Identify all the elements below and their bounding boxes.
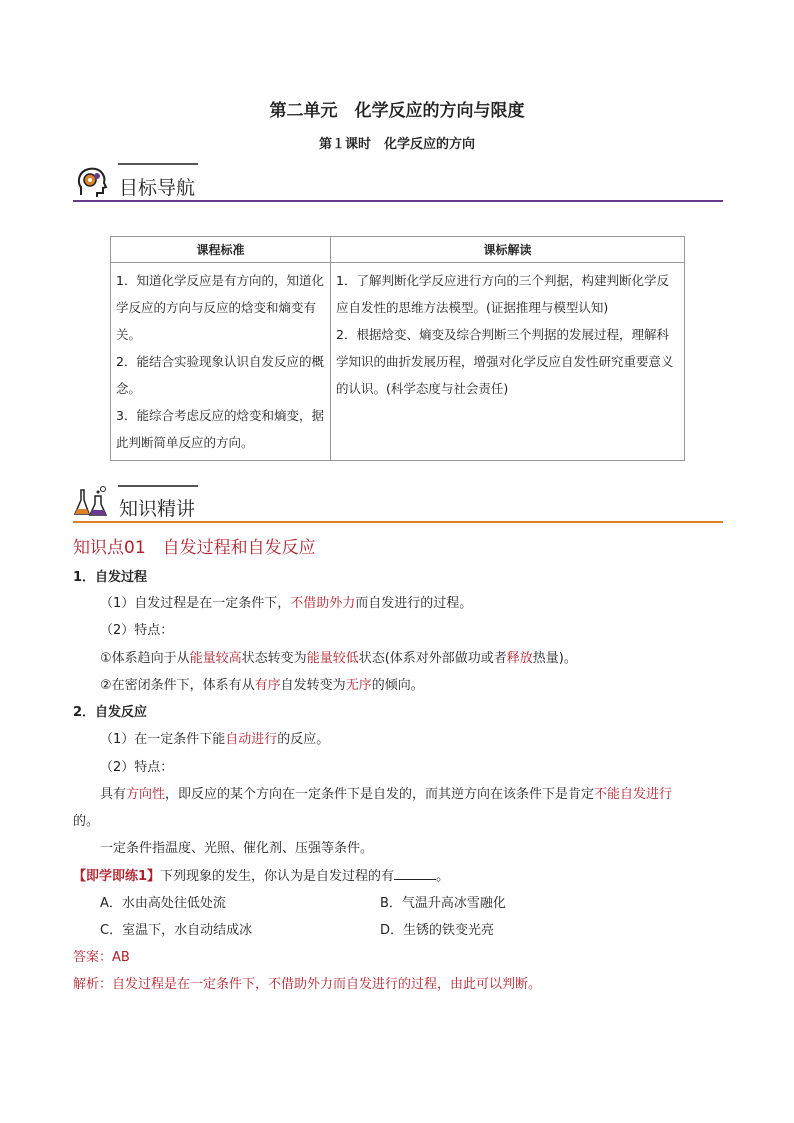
interpretation-item: 2．根据焓变、熵变及综合判断三个判据的发展过程，理解科学知识的曲折发展历程，增强对化学反应自发性研究重要意义的认识。(科学态度与社会责任)	[336, 327, 674, 396]
paragraph: ①体系趋向于从能量较高状态转变为能量较低状态(体系对外部做功或者释放热量)。	[100, 651, 577, 666]
paragraph: （2）特点：	[100, 760, 174, 775]
standard-item: 1．知道化学反应是有方向的，知道化学反应的方向与反应的焓变和熵变有关。	[116, 273, 324, 342]
answer-blank	[394, 867, 436, 880]
section-rule	[73, 521, 723, 523]
exercise-prompt: 【即学即练1】下列现象的发生，你认为是自发过程的有 。	[73, 869, 450, 884]
section-topline	[118, 163, 198, 165]
answer: 答案：AB	[73, 950, 130, 965]
lab-flasks-icon	[73, 484, 107, 518]
paragraph: 具有方向性，即反应的某个方向在一定条件下是自发的，而其逆方向在该条件下是肯定不能自发进行	[100, 787, 673, 802]
section-rule	[73, 200, 723, 202]
knowledge-point-title: 知识点01 自发过程和自发反应	[73, 538, 316, 558]
paragraph: （1）自发过程是在一定条件下，不借助外力而自发进行的过程。	[100, 596, 473, 611]
paragraph: ②在密闭条件下，体系有从有序自发转变为无序的倾向。	[100, 678, 424, 693]
section-label-goals: 目标导航	[119, 177, 196, 199]
table-cell-interpretation	[331, 263, 685, 461]
option-d: D．生锈的铁变光亮	[380, 923, 495, 938]
section-topline	[118, 485, 198, 487]
section-label-knowledge: 知识精讲	[119, 498, 196, 520]
paragraph: 的。	[73, 814, 100, 829]
page-subtitle: 第１课时 化学反应的方向	[318, 137, 475, 152]
analysis: 解析：自发过程是在一定条件下，不借助外力而自发进行的过程，由此可以判断。	[73, 977, 542, 992]
standard-item: 2．能结合实验现象认识自发反应的概念。	[116, 354, 324, 396]
page-title: 第二单元 化学反应的方向与限度	[269, 101, 525, 121]
table-header: 课标解读	[331, 237, 685, 263]
exercise-label: 【即学即练1】	[73, 869, 161, 884]
standard-item: 3．能综合考虑反应的焓变和熵变，据此判断简单反应的方向。	[116, 408, 324, 450]
heading-spontaneous-reaction: 2．自发反应	[73, 705, 148, 720]
heading-spontaneous-process: 1．自发过程	[73, 570, 148, 585]
paragraph: （1）在一定条件下能自动进行的反应。	[100, 732, 330, 747]
goals-table	[110, 236, 685, 461]
head-gears-icon	[75, 165, 109, 199]
table-header: 课程标准	[111, 237, 331, 263]
paragraph: （2）特点：	[100, 623, 174, 638]
paragraph: 一定条件指温度、光照、催化剂、压强等条件。	[100, 841, 374, 856]
table-cell-standards	[111, 263, 331, 461]
option-c: C．室温下，水自动结成冰	[100, 923, 253, 938]
interpretation-item: 1．了解判断化学反应进行方向的三个判据，构建判断化学反应自发性的思维方法模型。(证据推理与模型认知)	[336, 273, 669, 315]
option-a: A．水由高处往低处流	[100, 896, 226, 911]
option-b: B．气温升高冰雪融化	[380, 896, 506, 911]
